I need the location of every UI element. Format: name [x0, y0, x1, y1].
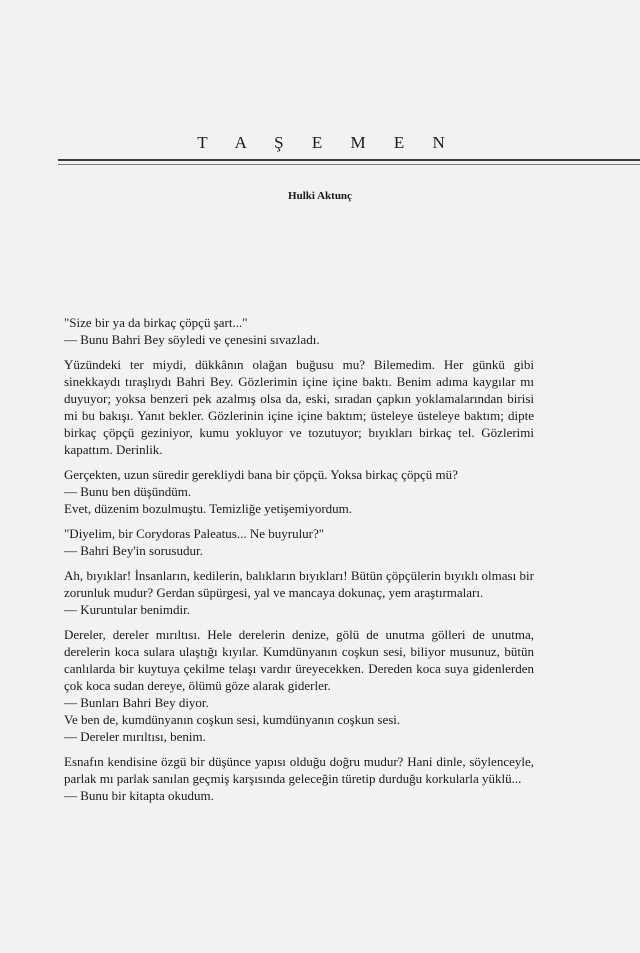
- text-line: — Dereler mırıltısı, benim.: [64, 729, 206, 744]
- paragraph-5: [64, 567, 534, 618]
- text-line: — Bunu Bahri Bey söyledi ve çenesini sıvazladı.: [64, 332, 320, 347]
- text-line: Esnafın kendisine özgü bir düşünce yapısı olduğu doğru mudur? Hani dinle, söylenceyle, parlak mı parlak sanılan geçmiş karşısında geleceğin türetip durduğu korkularla yüklü...: [64, 754, 534, 786]
- title-rule-thin: [58, 164, 640, 165]
- paragraph-4: [64, 525, 534, 559]
- text-line: Gerçekten, uzun süredir gerekliydi bana bir çöpçü. Yoksa birkaç çöpçü mü?: [64, 467, 458, 482]
- title-rule-thick: [58, 159, 640, 161]
- text-line: Ve ben de, kumdünyanın coşkun sesi, kumdünyanın coşkun sesi.: [64, 712, 401, 727]
- paragraph-7: [64, 753, 534, 804]
- text-line: — Bunları Bahri Bey diyor.: [64, 695, 209, 710]
- paragraph-1: [64, 314, 534, 348]
- text-line: Ah, bıyıklar! İnsanların, kedilerin, balıkların bıyıkları! Bütün çöpçülerin bıyıklı olması bir zorunluk mudur? Gerdan süpürgesi, yal ve mancaya dokunaç, yem araştırmaları.: [64, 568, 534, 600]
- paragraph-3: [64, 466, 534, 517]
- text-line: "Size bir ya da birkaç çöpçü şart...": [64, 315, 248, 330]
- body-text: [64, 314, 534, 812]
- paragraph-2: [64, 356, 534, 458]
- text-line: Dereler, dereler mırıltısı. Hele derelerin denize, gölü de unutma gölleri de unutma, derelerin koca sulara ulaştığı kıyılar. Kumdünyanın coşkun sesi, biliyor musunuz, bütün canlılarda bir kuytuya çekilme telaşı vardır üreyecekken. Dereden koca suya gidenlerden çok koca sudan dereye, ölümü göze alarak giderler.: [64, 627, 534, 693]
- text-line: — Bahri Bey'in sorusudur.: [64, 543, 203, 558]
- text-line: — Bunu bir kitapta okudum.: [64, 788, 214, 803]
- text-line: — Bunu ben düşündüm.: [64, 484, 192, 499]
- text-line: Evet, düzenim bozulmuştu. Temizliğe yetişemiyordum.: [64, 501, 353, 516]
- text-line: "Diyelim, bir Corydoras Paleatus... Ne buyrulur?": [64, 526, 325, 541]
- author-name: Hulki Aktunç: [288, 190, 352, 202]
- text-line: Yüzündeki ter miydi, dükkânın olağan buğusu mu? Bilemedim. Her günkü gibi sinekkaydı tıraşlıydı Bahri Bey. Gözlerimin içine içine baktı. Benim adıma kaygılar mı duyuyor; yoksa benzeri pek azalmış olsa da, eski, sıradan çapkın yoklamalarından birisi mi bu bakışı. Yanıt bekler. Gözlerinin içine içine baktım; üsteleye üsteleye baktım; dipte birkaç çöpçü geziniyor, kumu yokluyor ve tozutuyor; bıyıkları birkaç tel. Gözlerimi kapattım. Derinlik.: [64, 357, 534, 457]
- chapter-title: T A Ş E M E N: [197, 133, 457, 152]
- paragraph-6: [64, 626, 534, 745]
- text-line: — Kuruntular benimdir.: [64, 602, 191, 617]
